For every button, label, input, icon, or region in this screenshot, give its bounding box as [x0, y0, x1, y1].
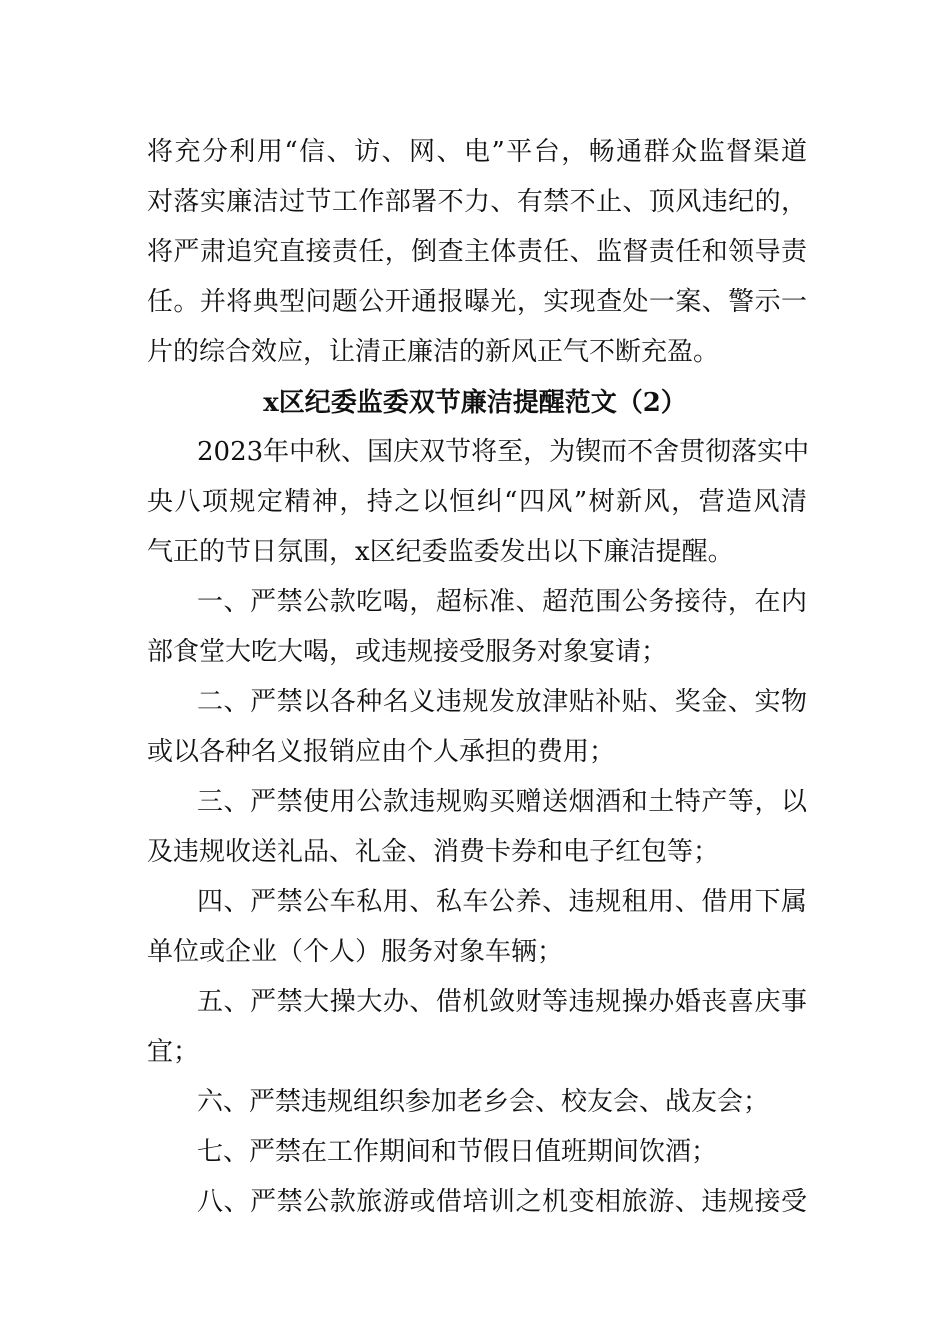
intro-line: 2023年中秋、国庆双节将至，为锲而不舍贯彻落实中	[197, 437, 810, 467]
paragraph-line: 对落实廉洁过节工作部署不力、有禁不止、顶风违纪的，	[147, 187, 807, 217]
list-item-line: 及违规收送礼品、礼金、消费卡券和电子红包等；	[147, 837, 720, 867]
list-item-line: 一、严禁公款吃喝，超标准、超范围公务接待，在内	[197, 587, 807, 617]
section-title: x区纪委监委双节廉洁提醒范文（2）	[263, 388, 687, 418]
paragraph-line: 将严肃追究直接责任，倒查主体责任、监督责任和领导责	[147, 237, 807, 267]
intro-line: 央八项规定精神，持之以恒纠“四风”树新风，营造风清	[147, 487, 807, 517]
list-item-line: 七、严禁在工作期间和节假日值班期间饮酒；	[197, 1137, 718, 1167]
list-item-line: 部食堂大吃大喝，或违规接受服务对象宴请；	[147, 637, 668, 667]
paragraph-line: 将充分利用“信、访、网、电”平台，畅通群众监督渠道	[147, 137, 807, 167]
paragraph-line: 任。并将典型问题公开通报曝光，实现查处一案、警示一	[147, 287, 807, 317]
intro-line: 气正的节日氛围，x区纪委监委发出以下廉洁提醒。	[147, 537, 734, 567]
list-item-line: 二、严禁以各种名义违规发放津贴补贴、奖金、实物	[197, 687, 807, 717]
list-item-line: 八、严禁公款旅游或借培训之机变相旅游、违规接受	[197, 1187, 807, 1217]
list-item-line: 四、严禁公车私用、私车公养、违规租用、借用下属	[197, 887, 807, 917]
list-item-line: 单位或企业（个人）服务对象车辆；	[147, 937, 564, 967]
list-item-line: 六、严禁违规组织参加老乡会、校友会、战友会；	[197, 1087, 770, 1117]
list-item-line: 或以各种名义报销应由个人承担的费用；	[147, 737, 616, 767]
list-item-line: 五、严禁大操大办、借机敛财等违规操办婚丧喜庆事	[197, 987, 807, 1017]
list-item-line: 三、严禁使用公款违规购买赠送烟酒和土特产等，以	[197, 787, 807, 817]
paragraph-line: 片的综合效应，让清正廉洁的新风正气不断充盈。	[147, 337, 720, 367]
list-item-line: 宜；	[147, 1037, 200, 1067]
